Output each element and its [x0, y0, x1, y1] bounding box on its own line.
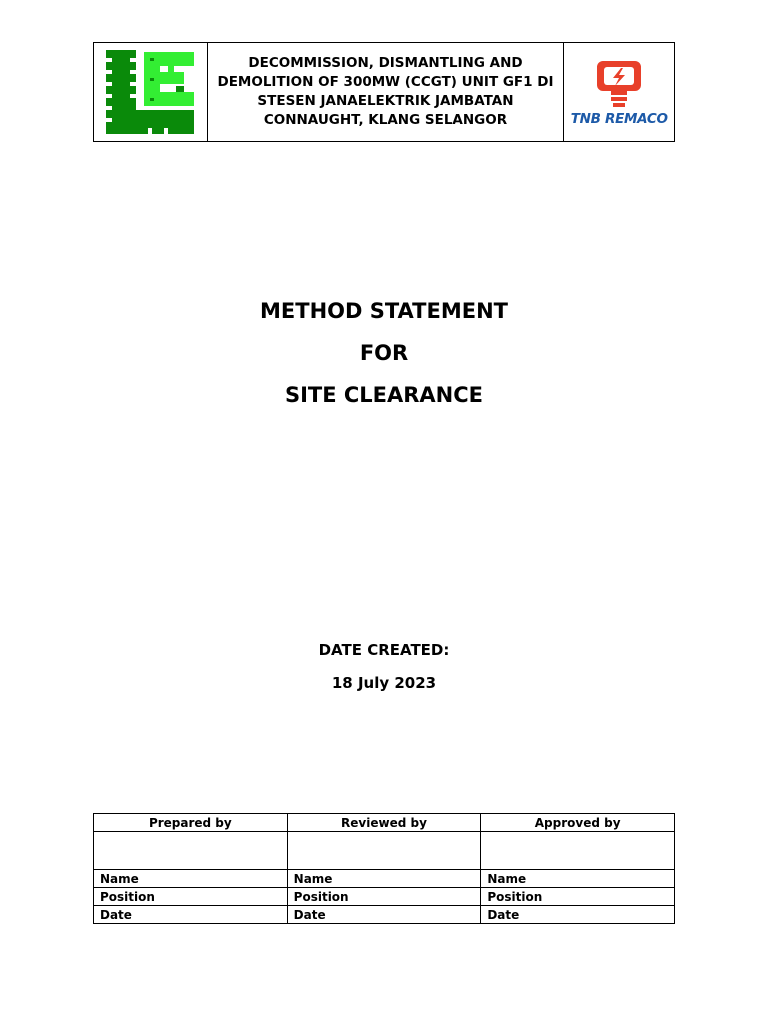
- date-created-block: [0, 638, 768, 704]
- date-label: Date: [94, 906, 288, 924]
- project-title-line: DEMOLITION OF 300MW (CCGT) UNIT GF1 DI: [217, 74, 554, 90]
- name-label: Name: [94, 870, 288, 888]
- date-created-value: 18 July 2023: [331, 674, 437, 692]
- remaco-logo-text: TNB REMACO: [570, 111, 668, 127]
- column-approved-by: Approved by: [481, 814, 675, 832]
- date-row: [94, 906, 675, 924]
- signature-cell: [287, 832, 481, 870]
- date-label: Date: [481, 906, 675, 924]
- document-header: [93, 42, 675, 142]
- column-prepared-by: Prepared by: [94, 814, 288, 832]
- title-line-1: METHOD STATEMENT: [260, 299, 508, 323]
- le-logo-icon: [104, 48, 196, 136]
- document-title: [0, 292, 768, 418]
- project-title-line: STESEN JANAELEKTRIK JAMBATAN: [257, 93, 514, 109]
- lightbulb-bolt-icon: [593, 57, 645, 109]
- signature-cell: [481, 832, 675, 870]
- project-title-line: CONNAUGHT, KLANG SELANGOR: [263, 112, 508, 128]
- title-line-2: FOR: [359, 341, 409, 365]
- tnb-remaco-logo: [564, 43, 674, 141]
- signoff-table: [93, 813, 675, 924]
- name-label: Name: [481, 870, 675, 888]
- date-label: Date: [287, 906, 481, 924]
- project-title-line: DECOMMISSION, DISMANTLING AND: [248, 55, 523, 71]
- position-label: Position: [94, 888, 288, 906]
- position-label: Position: [287, 888, 481, 906]
- signature-row: [94, 832, 675, 870]
- position-label: Position: [481, 888, 675, 906]
- signoff-header-row: [94, 814, 675, 832]
- signature-cell: [94, 832, 288, 870]
- position-row: [94, 888, 675, 906]
- date-created-label: DATE CREATED:: [318, 641, 450, 659]
- project-title: [208, 43, 565, 141]
- name-label: Name: [287, 870, 481, 888]
- name-row: [94, 870, 675, 888]
- column-reviewed-by: Reviewed by: [287, 814, 481, 832]
- title-line-3: SITE CLEARANCE: [284, 383, 484, 407]
- company-logo-left: [94, 43, 208, 141]
